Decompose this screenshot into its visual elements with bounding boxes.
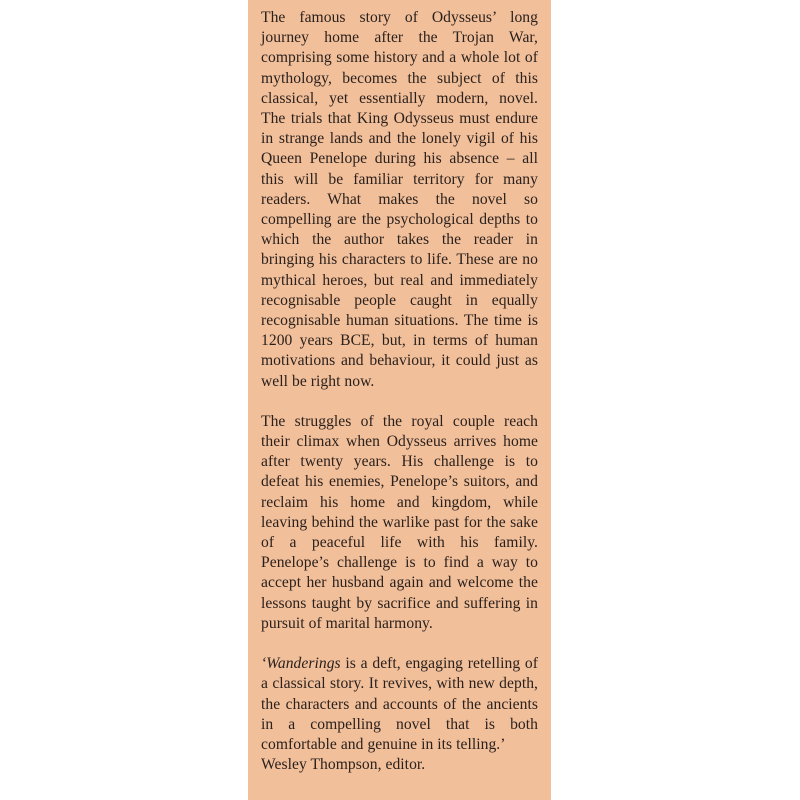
back-cover-blurb-panel xyxy=(248,0,551,800)
quote-book-title: ‘Wanderings xyxy=(261,655,341,673)
review-quote xyxy=(261,654,538,775)
blurb-paragraph-1: The famous story of Odysseus’ long journey home after the Trojan War, comprising some history and a whole lot of mythology, becomes the subject of this classical, yet essentially modern, novel. The trials that King Odysseus must endure in strange lands and the lonely vigil of his Queen Penelope during his absence – all this will be familiar territory for many readers. What makes the novel so compelling are the psychological depths to which the author takes the reader in bringing his characters to life. These are no mythical heroes, but real and immediately recognisable people caught in equally recognisable human situations. The time is 1200 years BCE, but, in terms of human motivations and behaviour, it could just as well be right now. xyxy=(261,9,538,390)
blurb-paragraph-2: The struggles of the royal couple reach their climax when Odysseus arrives home after twenty years. His challenge is to defeat his enemies, Penelope’s suitors, and reclaim his home and kingdom, while leaving behind the warlike past for the sake of a peaceful life with his family. Penelope’s challenge is to find a way to accept her husband again and welcome the lessons taught by sacrifice and suffering in pursuit of marital harmony. xyxy=(261,412,538,632)
quote-attribution: Wesley Thompson, editor. xyxy=(261,756,426,774)
quote-text: is a deft, engaging retelling of a classical story. It revives, with new depth, the characters and accounts of the ancients in a compelling novel that is both comfortable and genuine in its telling.’ xyxy=(261,655,538,753)
